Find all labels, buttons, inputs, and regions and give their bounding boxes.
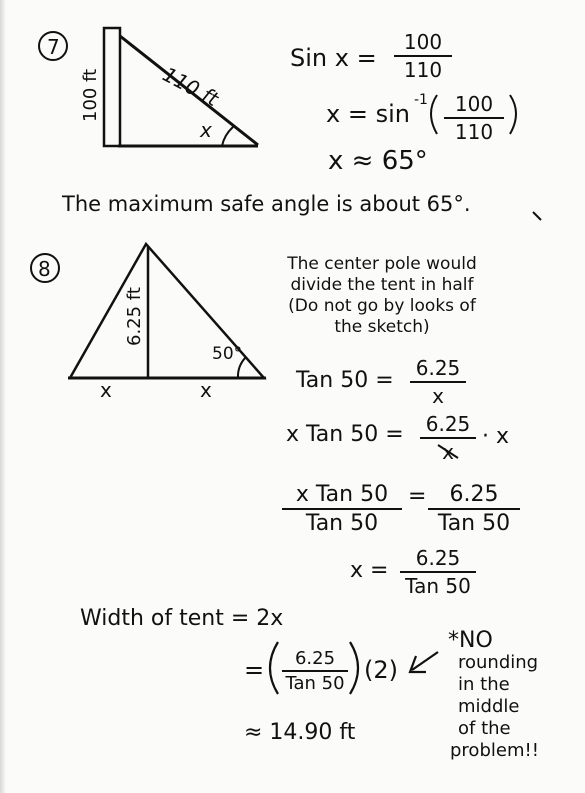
problem7-squiggle (533, 212, 541, 220)
problem7-side-label: 100 ft (80, 68, 101, 122)
problem8-base-left-x: x (100, 378, 112, 402)
problem8-note-line: divide the tent in half (290, 275, 474, 295)
problem8-eq4-numerator: 6.25 (415, 546, 461, 570)
problem8-eq3-equals: = (408, 484, 427, 509)
side-note-line: problem!! (450, 740, 539, 761)
problem7-eq1-denominator: 110 (403, 58, 443, 82)
problem8-note-line: the sketch) (334, 317, 430, 337)
problem7-eq2-denominator: 110 (454, 120, 494, 144)
problem8-arrow-shaft (412, 652, 438, 670)
problem8-eq2-numerator: 6.25 (425, 412, 471, 436)
fraction-bar (282, 670, 348, 672)
problem8-eq3-left-denominator: Tan 50 (305, 511, 379, 536)
problem7-eq1-lhs: Sin x = (290, 44, 377, 72)
problem8-eq3-right-numerator: 6.25 (449, 482, 499, 507)
side-note-line: of the (458, 718, 511, 739)
problem7-angle-label: x (200, 118, 212, 142)
problem8-base-right-x: x (200, 378, 212, 402)
side-note-line: in the (458, 674, 510, 695)
problem7-wall (104, 28, 120, 146)
problem7-eq2-lhs: x = sin (326, 100, 410, 128)
problem8-eq2-fraction (420, 412, 476, 464)
fraction-bar (410, 381, 466, 383)
problem8-eq4-fraction (400, 546, 476, 598)
problem8-eq5-equals: = (244, 656, 265, 684)
problem8-note-line: The center pole would (287, 254, 477, 274)
problem8-eq5-numerator: 6.25 (294, 648, 336, 669)
problem7-eq1-numerator: 100 (403, 30, 443, 54)
fraction-bar (444, 117, 504, 119)
problem7-left-paren (431, 95, 437, 134)
fraction-bar (282, 508, 402, 510)
problem7-hyp-label: 110 ft (158, 62, 223, 112)
problem8-eq5-right-paren (350, 642, 358, 694)
problem7-eq2-fraction (444, 92, 504, 144)
problem8-eq3-left-numerator: x Tan 50 (295, 482, 389, 507)
problem8-number: 8 (38, 257, 51, 281)
problem7-angle-arc (222, 127, 233, 146)
side-note-line: middle (458, 696, 520, 717)
problem8-eq5-denominator: Tan 50 (285, 673, 345, 694)
problem7-conclusion: The maximum safe angle is about 65°. (62, 192, 471, 216)
problem8-eq5-left-paren (270, 642, 278, 694)
fraction-bar (400, 571, 476, 573)
side-note-line: *NO (448, 628, 493, 653)
problem7-eq3: x ≈ 65° (328, 146, 428, 176)
problem8-side-note (448, 630, 578, 762)
problem8-angle-label: 50° (212, 344, 243, 364)
problem8-eq1-denominator: x (432, 384, 444, 408)
fraction-bar (394, 55, 452, 57)
problem8-eq1-fraction (410, 356, 466, 408)
problem8-note-line: (Do not go by looks of (288, 296, 476, 316)
problem7-eq2-exponent: -1 (414, 92, 428, 108)
problem8-result: ≈ 14.90 ft (244, 720, 356, 745)
problem8-eq4-lhs: x = (350, 558, 389, 583)
problem7-eq2-numerator: 100 (454, 92, 494, 116)
problem7-number: 7 (47, 35, 60, 59)
problem8-eq2-lhs: x Tan 50 = (286, 422, 404, 447)
problem8-eq3-left-fraction (282, 482, 402, 536)
problem7-right-paren (510, 95, 516, 134)
fraction-bar (428, 508, 520, 510)
side-note-line: rounding (458, 652, 539, 673)
problem8-eq4-denominator: Tan 50 (405, 574, 471, 598)
problem8-eq1-numerator: 6.25 (415, 356, 461, 380)
problem8-eq5-factor: (2) (364, 656, 398, 684)
problem8-note (232, 254, 532, 338)
problem8-eq3-right-denominator: Tan 50 (437, 511, 511, 536)
problem8-width-line: Width of tent = 2x (80, 606, 284, 631)
problem8-eq1-lhs: Tan 50 = (296, 368, 394, 393)
problem8-eq2-denominator: x (442, 440, 454, 464)
problem8-pole-label: 6.25 ft (124, 287, 145, 346)
problem8-eq3-right-fraction (428, 482, 520, 536)
problem8-eq2-rhs: · x (482, 424, 510, 449)
fraction-bar (420, 437, 476, 439)
problem8-eq5-fraction (282, 648, 348, 694)
problem7-eq1-fraction (394, 30, 452, 82)
